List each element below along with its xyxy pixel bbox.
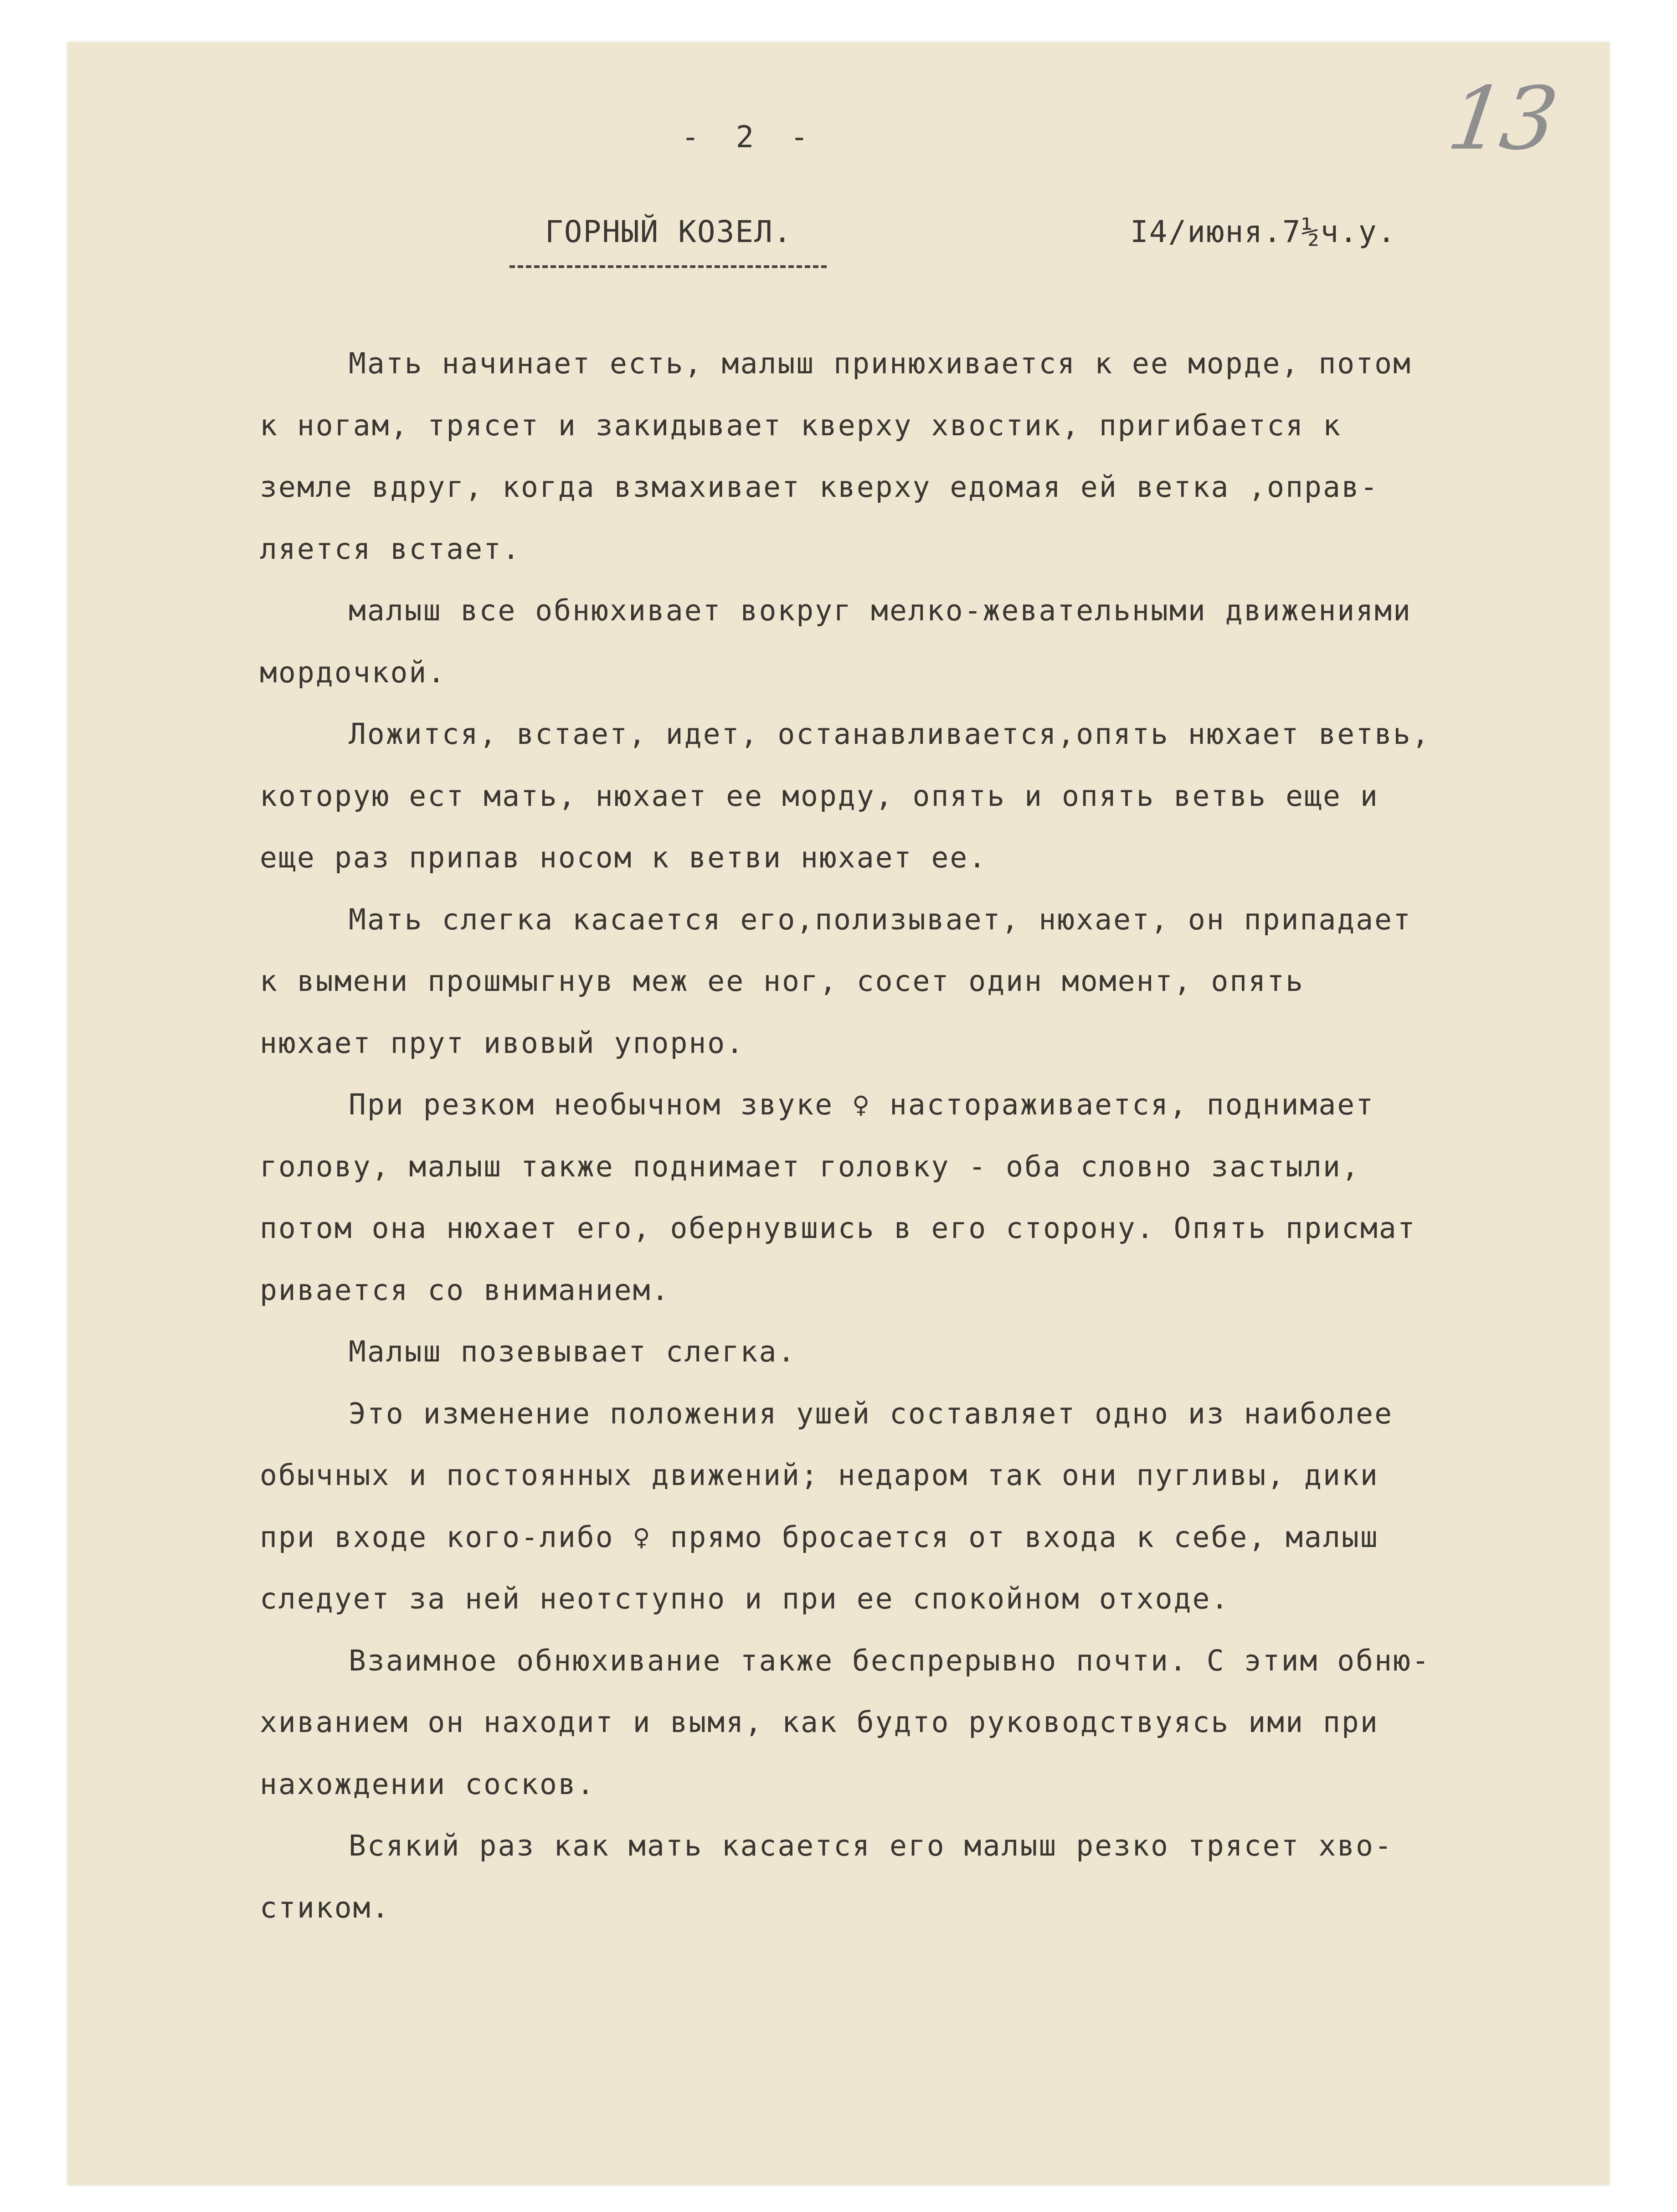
text-line: хиванием он находит и вымя, как будто руководствуясь ими при — [260, 1706, 1379, 1739]
text-line: Малыш позевывает слегка. — [349, 1335, 797, 1368]
text-line: еще раз припав носом к ветви нюхает ее. — [260, 841, 988, 874]
text-line: земле вдруг, когда взмахивает кверху едомая ей ветка ,оправ- — [260, 470, 1379, 504]
text-line: к ногам, трясет и закидывает кверху хвостик, пригибается к — [260, 408, 1342, 442]
text-line: При резком необычном звуке ♀ настораживается, поднимает — [349, 1088, 1375, 1121]
title-underline — [509, 265, 827, 268]
text-line: которую ест мать, нюхает ее морду, опять и опять ветвь еще и — [260, 779, 1379, 813]
text-line: ляется встает. — [260, 532, 521, 566]
document-title: ГОРНЫЙ КОЗЕЛ. — [545, 214, 792, 249]
archive-page-number: 13 — [1442, 68, 1561, 169]
text-line: Мать слегка касается его,полизывает, нюхает, он припадает — [349, 902, 1412, 936]
text-line: нахождении сосков. — [260, 1767, 596, 1801]
text-line: стиком. — [260, 1891, 391, 1924]
text-line: при входе кого-либо ♀ прямо бросается от входа к себе, малыш — [260, 1520, 1379, 1554]
text-line: мордочкой. — [260, 655, 447, 689]
text-line: обычных и постоянных движений; недаром так они пугливы, дики — [260, 1459, 1379, 1492]
text-line: ривается со вниманием. — [260, 1273, 670, 1307]
document-body — [260, 333, 1536, 1939]
text-line: Взаимное обнюхивание также беспрерывно почти. С этим обню- — [349, 1644, 1430, 1677]
text-line: к вымени прошмыгнув меж ее ног, сосет один момент, опять — [260, 964, 1305, 998]
text-line: Это изменение положения ушей составляет одно из наиболее — [349, 1397, 1394, 1430]
text-line: Ложится, встает, идет, останавливается,опять нюхает ветвь, — [349, 717, 1430, 751]
text-line: нюхает прут ивовый упорно. — [260, 1026, 745, 1060]
text-line: потом она нюхает его, обернувшись в его сторону. Опять присмат — [260, 1212, 1416, 1245]
text-line: Мать начинает есть, малыш принюхивается к ее морде, потом — [349, 347, 1412, 380]
text-line: малыш все обнюхивает вокруг мелко-жевательными движениями — [349, 594, 1412, 627]
text-line: следует за ней неотступно и при ее спокойном отходе. — [260, 1582, 1230, 1615]
text-line: голову, малыш также поднимает головку - оба словно застыли, — [260, 1150, 1360, 1183]
text-line: Всякий раз как мать касается его малыш резко трясет хво- — [349, 1829, 1394, 1862]
page-number: - 2 - — [681, 119, 818, 155]
entry-date: I4/июня.7½ч.у. — [1130, 214, 1397, 249]
